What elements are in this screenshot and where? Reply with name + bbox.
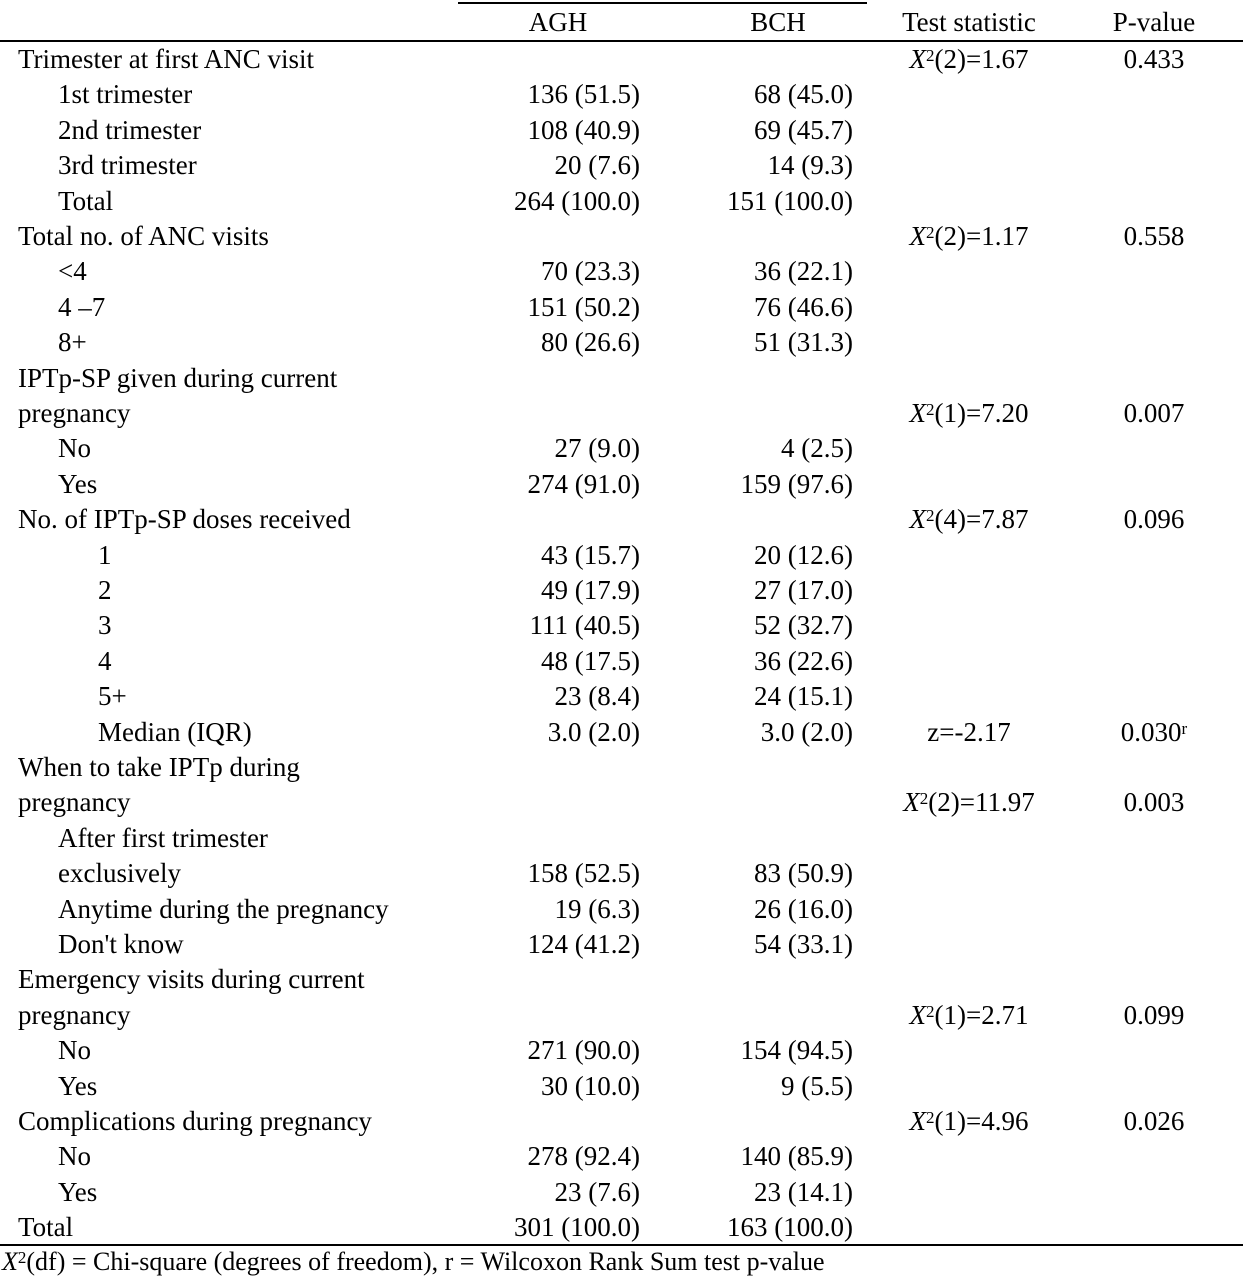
statistic-symbol: X xyxy=(909,221,927,251)
row-label: Complications during pregnancy xyxy=(18,1106,372,1136)
agh-value: 274 (91.0) xyxy=(527,468,640,499)
agh-value: 80 (26.6) xyxy=(541,327,640,358)
table-row xyxy=(0,219,1243,254)
statistic-superscript: 2 xyxy=(926,506,935,526)
statistic-symbol: X xyxy=(909,999,927,1030)
agh-value: 48 (17.5) xyxy=(541,645,640,676)
row-label: exclusively xyxy=(58,858,181,889)
agh-value: 30 (10.0) xyxy=(541,1070,640,1101)
statistic-symbol: X xyxy=(909,44,927,74)
agh-value: 23 (8.4) xyxy=(554,681,640,712)
row-label: Total xyxy=(18,1212,74,1243)
table-row xyxy=(0,573,1243,608)
agh-value: 19 (6.3) xyxy=(554,893,640,924)
table-row xyxy=(0,325,1243,360)
p-value xyxy=(1082,998,1226,1033)
test-statistic xyxy=(866,219,1072,254)
agh-value: 124 (41.2) xyxy=(527,929,640,959)
header-bch: BCH xyxy=(750,7,806,37)
table-row xyxy=(0,715,1243,750)
table-row xyxy=(0,42,1243,77)
agh-value: 151 (50.2) xyxy=(527,291,640,322)
bch-value: 23 (14.1) xyxy=(754,1176,853,1207)
statistic-superscript: 2 xyxy=(926,223,935,242)
table-row xyxy=(0,821,1243,856)
agh-value: 136 (51.5) xyxy=(527,79,640,110)
row-label: Yes xyxy=(58,1176,98,1207)
test-statistic xyxy=(866,502,1072,537)
p-value-marker: r xyxy=(1181,718,1188,738)
bch-value: 3.0 (2.0) xyxy=(760,716,853,747)
row-label: After first trimester xyxy=(58,822,268,853)
table-row xyxy=(0,962,1243,997)
test-statistic xyxy=(866,396,1072,431)
agh-value: 264 (100.0) xyxy=(514,185,640,216)
p-value-number: 0.003 xyxy=(1123,787,1185,818)
table-row xyxy=(0,644,1243,679)
table-row xyxy=(0,396,1243,431)
bch-value: 20 (12.6) xyxy=(754,539,853,570)
agh-value: 111 (40.5) xyxy=(529,610,640,641)
row-label: Yes xyxy=(58,468,98,499)
p-value xyxy=(1082,42,1226,77)
p-value-number: 0.026 xyxy=(1123,1106,1185,1136)
row-label: When to take IPTp during xyxy=(18,752,300,782)
header-p-value: P-value xyxy=(1112,7,1196,37)
table-row xyxy=(0,113,1243,148)
row-label: 3 xyxy=(98,610,112,641)
statistic-symbol: X xyxy=(909,1106,927,1136)
table-row xyxy=(0,290,1243,325)
agh-value: 108 (40.9) xyxy=(527,114,640,145)
statistic-superscript: 2 xyxy=(919,789,929,809)
row-label: 2 xyxy=(98,575,112,605)
statistic-value: (2)=1.17 xyxy=(934,221,1029,251)
row-label: 4 xyxy=(98,645,112,676)
row-label: pregnancy xyxy=(18,999,131,1030)
row-label: 1 xyxy=(98,539,112,570)
agh-value: 271 (90.0) xyxy=(527,1035,640,1066)
agh-value: 70 (23.3) xyxy=(541,256,640,287)
row-label: Trimester at first ANC visit xyxy=(18,44,315,74)
table-row xyxy=(0,361,1243,396)
test-statistic xyxy=(866,1104,1072,1139)
table-row xyxy=(0,1139,1243,1174)
row-label: 3rd trimester xyxy=(58,150,197,181)
agh-value: 301 (100.0) xyxy=(514,1212,640,1243)
statistic-value: (1)=2.71 xyxy=(934,999,1029,1030)
statistic-symbol: X xyxy=(909,504,927,535)
bch-value: 4 (2.5) xyxy=(781,433,853,464)
table-row xyxy=(0,679,1243,714)
row-label: 2nd trimester xyxy=(58,114,202,145)
bch-value: 68 (45.0) xyxy=(754,79,853,110)
bch-value: 69 (45.7) xyxy=(754,114,853,145)
row-label: 8+ xyxy=(58,327,87,358)
row-label: <4 xyxy=(58,256,87,287)
statistic-value: (2)=1.67 xyxy=(934,44,1029,74)
row-label: No xyxy=(58,1035,91,1066)
p-value-number: 0.007 xyxy=(1123,398,1185,428)
statistic-value: (1)=4.96 xyxy=(934,1106,1029,1136)
p-value-number: 0.433 xyxy=(1123,44,1185,74)
p-value xyxy=(1082,1104,1226,1139)
bch-value: 54 (33.1) xyxy=(754,929,853,959)
table-row xyxy=(0,431,1243,466)
agh-value: 3.0 (2.0) xyxy=(547,716,640,747)
agh-value: 27 (9.0) xyxy=(554,433,640,464)
table-row xyxy=(0,1210,1243,1245)
footnote-text: (df) = Chi-square (degrees of freedom), r = Wilcoxon Rank Sum test p-value xyxy=(26,1247,825,1276)
test-statistic xyxy=(866,998,1072,1033)
statistic-superscript: 2 xyxy=(926,1108,935,1127)
bch-value: 36 (22.1) xyxy=(754,256,853,287)
agh-value: 20 (7.6) xyxy=(554,150,640,181)
row-label: Emergency visits during current xyxy=(18,964,365,995)
bch-value: 36 (22.6) xyxy=(754,645,853,676)
row-label: 4 –7 xyxy=(58,291,106,322)
row-label: No xyxy=(58,433,91,464)
bch-value: 9 (5.5) xyxy=(781,1070,853,1101)
bch-value: 163 (100.0) xyxy=(727,1212,853,1243)
bch-value: 27 (17.0) xyxy=(754,575,853,605)
table-row xyxy=(0,927,1243,962)
bch-value: 52 (32.7) xyxy=(754,610,853,641)
row-label: 5+ xyxy=(98,681,127,712)
row-label: No xyxy=(58,1141,91,1172)
row-label: pregnancy xyxy=(18,787,131,818)
table-row xyxy=(0,184,1243,219)
bch-value: 83 (50.9) xyxy=(754,858,853,889)
table-row xyxy=(0,254,1243,289)
p-value xyxy=(1082,785,1226,820)
bch-value: 154 (94.5) xyxy=(740,1035,853,1066)
test-statistic xyxy=(866,715,1072,750)
bch-value: 76 (46.6) xyxy=(754,291,853,322)
table-row xyxy=(0,1069,1243,1104)
statistic-symbol: X xyxy=(903,787,920,818)
bch-value: 51 (31.3) xyxy=(754,327,853,358)
statistic-value: (4)=7.87 xyxy=(934,504,1029,535)
agh-value: 278 (92.4) xyxy=(527,1141,640,1172)
row-label: No. of IPTp-SP doses received xyxy=(18,504,351,535)
bch-value: 151 (100.0) xyxy=(727,185,853,216)
bch-value: 24 (15.1) xyxy=(754,681,853,712)
test-statistic xyxy=(866,785,1072,820)
table-row xyxy=(0,856,1243,891)
statistic-superscript: 2 xyxy=(926,46,935,65)
row-label: pregnancy xyxy=(18,398,131,428)
row-label: Median (IQR) xyxy=(98,716,252,747)
row-label: IPTp-SP given during current xyxy=(18,362,338,393)
agh-value: 49 (17.9) xyxy=(541,575,640,605)
row-label: Total no. of ANC visits xyxy=(18,221,269,251)
table-row xyxy=(0,502,1243,537)
statistic-value: (1)=7.20 xyxy=(934,398,1029,428)
row-label: Yes xyxy=(58,1070,98,1101)
test-statistic xyxy=(866,42,1072,77)
statistic-symbol: z xyxy=(927,716,940,747)
table-row xyxy=(0,750,1243,785)
header-test-statistic: Test statistic xyxy=(902,7,1036,37)
agh-value: 158 (52.5) xyxy=(527,858,640,889)
table-row xyxy=(0,785,1243,820)
table-row xyxy=(0,1175,1243,1210)
table-row xyxy=(0,148,1243,183)
agh-value: 23 (7.6) xyxy=(554,1176,640,1207)
table-row xyxy=(0,467,1243,502)
header-agh: AGH xyxy=(528,7,588,37)
agh-value: 43 (15.7) xyxy=(541,539,640,570)
row-label: Total xyxy=(58,185,114,216)
p-value-number: 0.099 xyxy=(1123,999,1185,1030)
bch-value: 159 (97.6) xyxy=(740,468,853,499)
bch-value: 26 (16.0) xyxy=(754,893,853,924)
row-label: Anytime during the pregnancy xyxy=(58,893,389,924)
p-value xyxy=(1082,396,1226,431)
statistic-value: (2)=11.97 xyxy=(928,787,1035,818)
p-value xyxy=(1082,715,1226,750)
statistic-symbol: X xyxy=(909,398,927,428)
bch-value: 140 (85.9) xyxy=(740,1141,853,1172)
row-label: Don't know xyxy=(58,929,184,959)
statistic-value: =-2.17 xyxy=(939,716,1011,747)
p-value xyxy=(1082,219,1226,254)
table-row xyxy=(0,538,1243,573)
table-row xyxy=(0,998,1243,1033)
p-value-number: 0.558 xyxy=(1123,221,1185,251)
table-row xyxy=(0,892,1243,927)
row-label: 1st trimester xyxy=(58,79,193,110)
table-row xyxy=(0,77,1243,112)
footnote xyxy=(2,1244,825,1280)
bch-value: 14 (9.3) xyxy=(767,150,853,181)
p-value-number: 0.096 xyxy=(1123,504,1185,535)
p-value-number: 0.030 xyxy=(1120,716,1182,747)
statistic-superscript: 2 xyxy=(926,400,935,419)
table-row xyxy=(0,608,1243,643)
footnote-symbol: X xyxy=(2,1247,18,1276)
statistic-superscript: 2 xyxy=(926,1001,935,1021)
footnote-superscript: 2 xyxy=(17,1248,27,1267)
table-row xyxy=(0,1033,1243,1068)
table-row xyxy=(0,1104,1243,1139)
p-value xyxy=(1082,502,1226,537)
